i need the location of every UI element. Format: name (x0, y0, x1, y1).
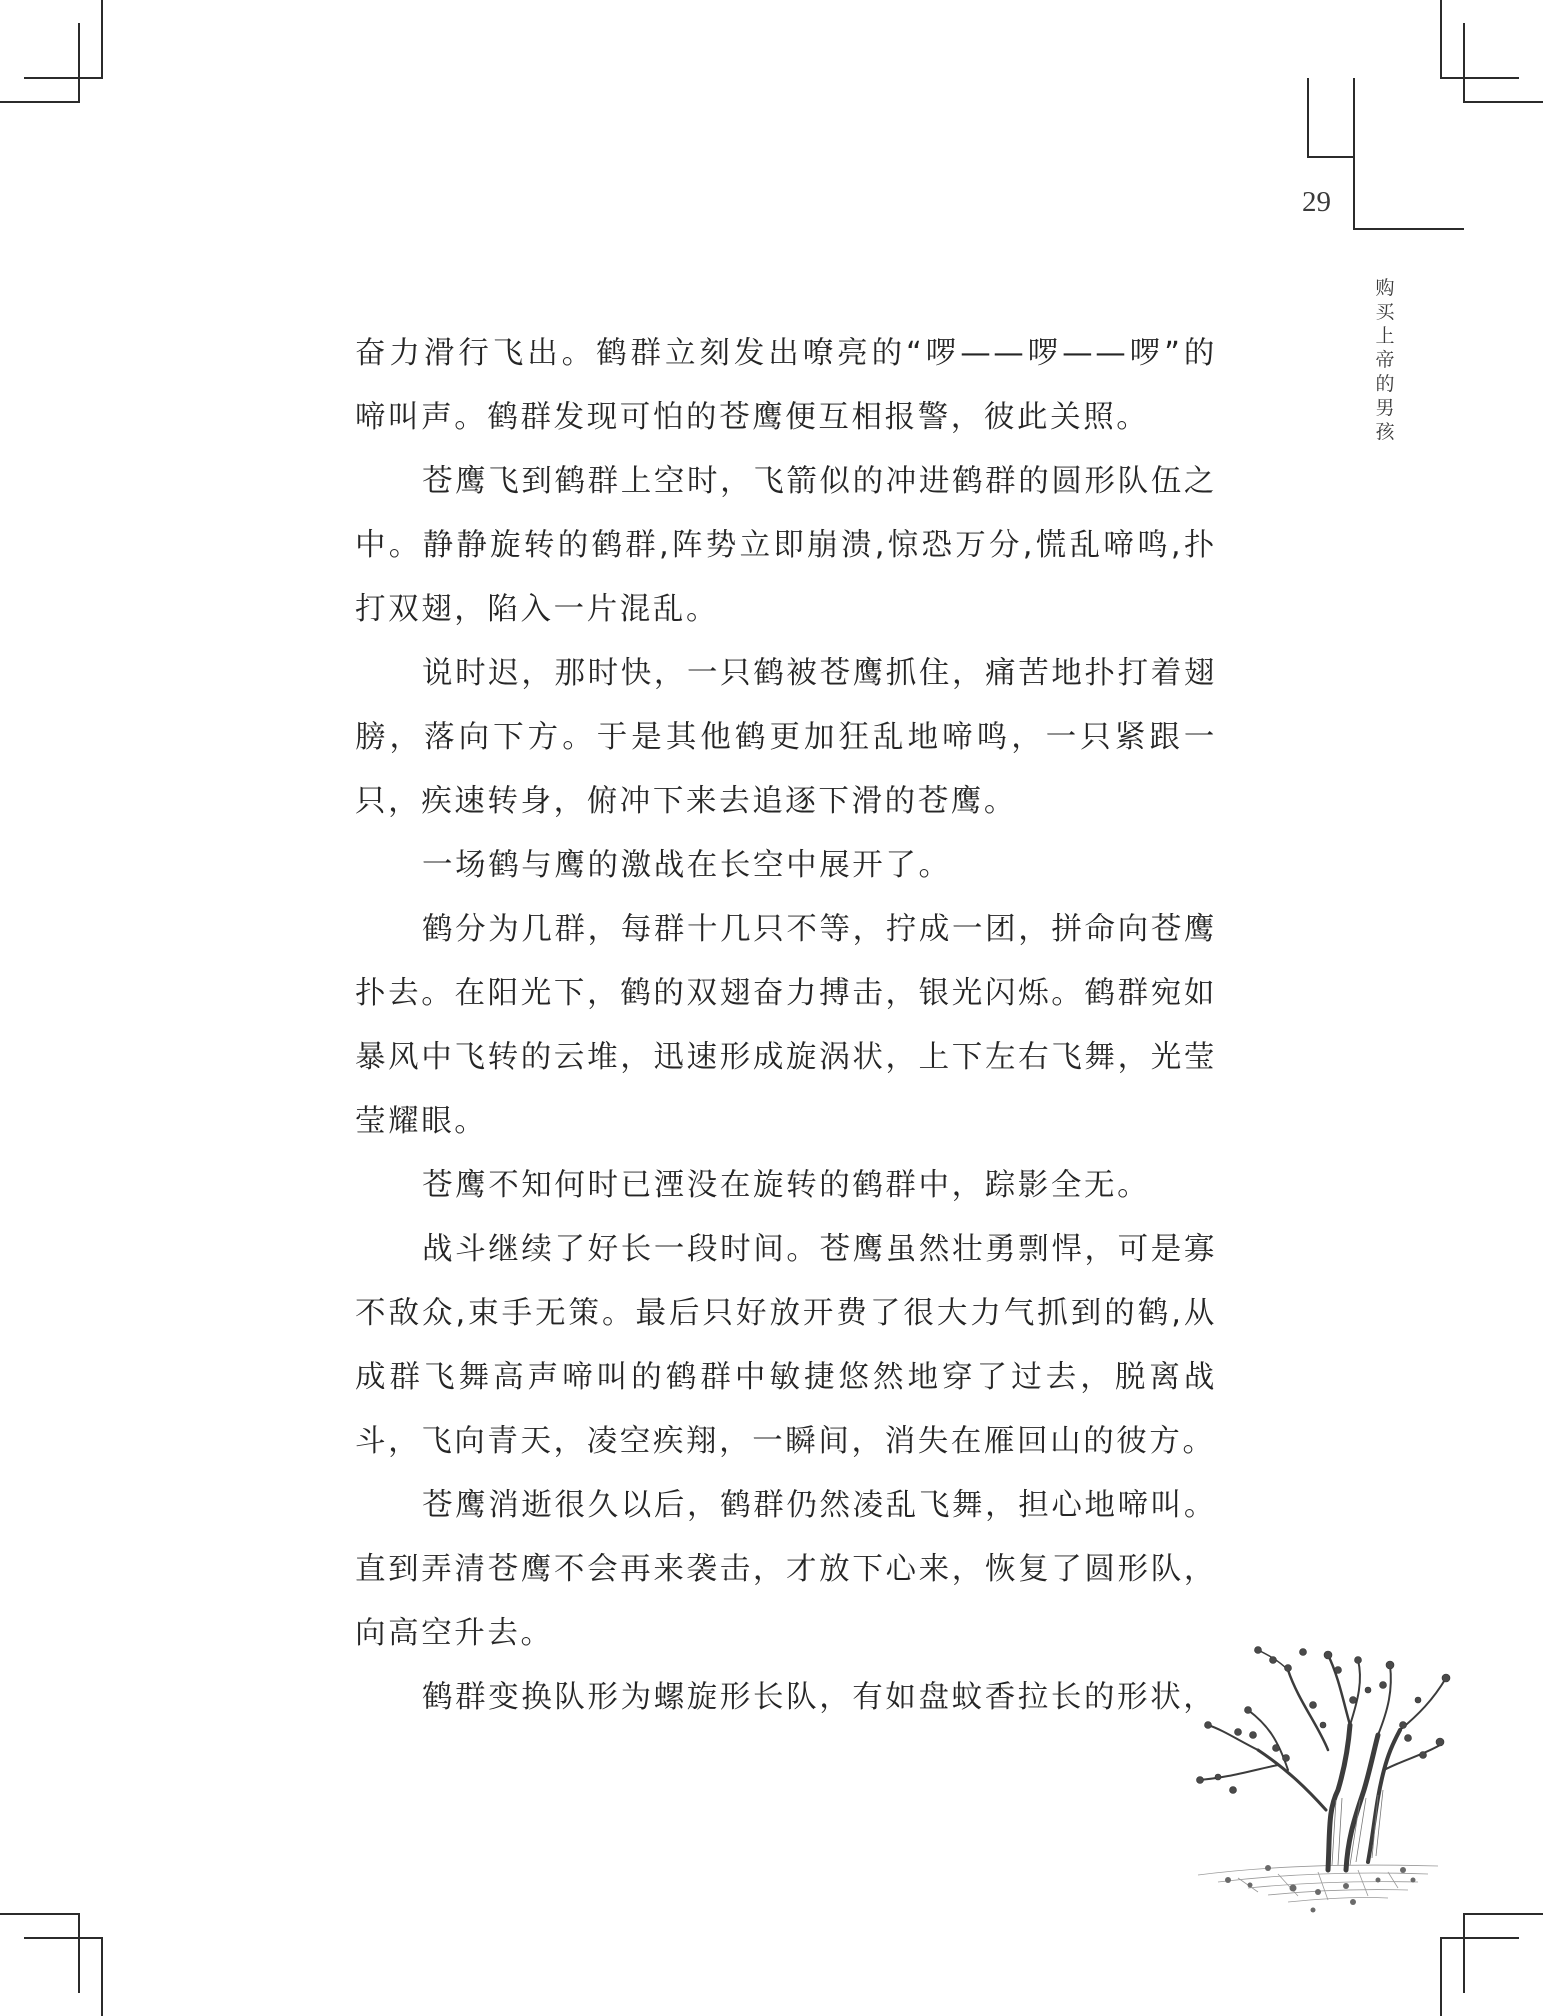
crop-line (1440, 1937, 1519, 1939)
crop-line (101, 1937, 103, 2016)
paragraph: 说时迟，那时快，一只鹤被苍鹰抓住，痛苦地扑打着翅膀，落向下方。于是其他鹤更加狂乱地啼鸣，一只紧跟一只，疾速转身，俯冲下来去追逐下滑的苍鹰。 (355, 656, 1217, 819)
crop-line (101, 0, 103, 78)
crop-line (24, 77, 103, 79)
running-title-char: 上 (1375, 325, 1395, 347)
running-title-char: 购 (1375, 277, 1395, 299)
crop-line (1463, 23, 1465, 103)
crop-line (1440, 1937, 1442, 2016)
page-number: 29 (1302, 186, 1331, 218)
running-title-char: 男 (1375, 397, 1395, 419)
bracket-line (1307, 78, 1309, 158)
crop-line (1440, 0, 1442, 79)
paragraph: 苍鹰飞到鹤群上空时，飞箭似的冲进鹤群的圆形队伍之中。静静旋转的鹤群,阵势立即崩溃,惊恐万分,慌乱啼鸣,扑打双翅，陷入一片混乱。 (355, 464, 1217, 627)
paragraph: 一场鹤与鹰的激战在长空中展开了。 (422, 848, 952, 883)
crop-line (0, 101, 80, 103)
running-title-char: 帝 (1375, 349, 1395, 371)
paragraph: 苍鹰消逝很久以后，鹤群仍然凌乱飞舞，担心地啼叫。直到弄清苍鹰不会再来袭击，才放下心来，恢复了圆形队，向高空升去。 (355, 1488, 1217, 1651)
trunk (1198, 1650, 1446, 1870)
body-text (355, 322, 1217, 1730)
paragraph: 鹤分为几群，每群十几只不等，拧成一团，拼命向苍鹰扑去。在阳光下，鹤的双翅奋力搏击，银光闪烁。鹤群宛如暴风中飞转的云堆，迅速形成旋涡状，上下左右飞舞，光莹莹耀眼。 (355, 912, 1217, 1139)
crop-line (0, 1913, 80, 1915)
running-title-char: 的 (1375, 373, 1395, 395)
crop-line (78, 23, 80, 103)
bracket-line (1353, 228, 1464, 230)
running-title-char: 买 (1375, 301, 1395, 323)
paragraph: 奋力滑行飞出。鹤群立刻发出嘹亮的“啰——啰——啰”的啼叫声。鹤群发现可怕的苍鹰便互相报警，彼此关照。 (355, 336, 1217, 435)
running-title-char: 孩 (1375, 421, 1395, 443)
crop-line (1463, 101, 1543, 103)
paragraph: 苍鹰不知何时已湮没在旋转的鹤群中，踪影全无。 (422, 1168, 1151, 1203)
crop-line (78, 1913, 80, 1993)
bracket-line (1307, 156, 1354, 158)
crop-line (1440, 77, 1519, 79)
paragraph: 战斗继续了好长一段时间。苍鹰虽然壮勇剽悍，可是寡不敌众,束手无策。最后只好放开费了很大力气抓到的鹤,从成群飞舞高声啼叫的鹤群中敏捷悠然地穿了过去，脱离战斗，飞向青天，凌空疾翔，一瞬间，消失在雁回山的彼方。 (355, 1232, 1217, 1459)
paragraph: 鹤群变换队形为螺旋形长队，有如盘蚊香拉长的形状， (422, 1680, 1217, 1715)
tree-illustration (1178, 1630, 1498, 1930)
running-title (1373, 276, 1397, 444)
crop-line (24, 1937, 103, 1939)
bracket-line (1353, 78, 1355, 230)
